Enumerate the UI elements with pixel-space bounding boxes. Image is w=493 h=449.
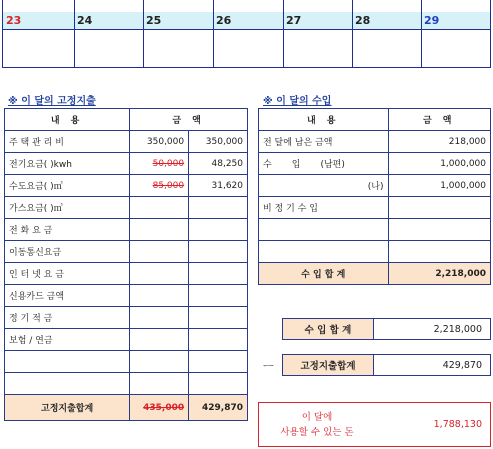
- expense-plan-cell[interactable]: [130, 219, 189, 241]
- expense-actual-value[interactable]: [189, 307, 248, 329]
- table-header-row: [5, 109, 248, 131]
- available-money-label: [259, 410, 375, 440]
- total-plan: 435,000: [143, 402, 185, 413]
- income-item-label: 비 정 기 수 입: [259, 197, 389, 219]
- income-item-label: [259, 219, 389, 241]
- expense-plan-cell[interactable]: [130, 197, 189, 219]
- summary-expense-label: 고정지출합계: [282, 354, 374, 376]
- calendar-divider: [213, 0, 214, 67]
- expense-plan-cell[interactable]: [130, 263, 189, 285]
- expense-plan-cell[interactable]: [130, 329, 189, 351]
- table-row: [259, 175, 491, 197]
- income-amount-value[interactable]: [388, 219, 490, 241]
- calendar-day[interactable]: 24: [77, 14, 93, 27]
- calendar-day-saturday[interactable]: 29: [424, 14, 440, 27]
- available-label-line2: 사용할 수 있는 돈: [280, 426, 354, 438]
- income-item-label: (나): [259, 175, 389, 197]
- income-item-label: [259, 241, 389, 263]
- total-label: 고정지출합계: [5, 395, 130, 421]
- expense-actual-value[interactable]: [189, 241, 248, 263]
- table-row: [5, 197, 248, 219]
- table-row: [259, 153, 491, 175]
- calendar-divider: [421, 0, 422, 67]
- income-table: [258, 108, 491, 285]
- expense-actual-value[interactable]: [189, 373, 248, 395]
- minus-sign: ㅡ: [263, 360, 274, 373]
- expense-item-label: 이동통신요금: [5, 241, 130, 263]
- expense-item-label: 전 화 요 금: [5, 219, 130, 241]
- total-plan-cell[interactable]: [130, 395, 189, 421]
- expense-item-label: 전기요금( )kwh: [5, 153, 130, 175]
- expense-item-label: 가스요금( )㎥: [5, 197, 130, 219]
- expense-plan-cell[interactable]: [130, 175, 189, 197]
- table-row: [5, 153, 248, 175]
- expense-plan-cell[interactable]: [130, 285, 189, 307]
- calendar-divider: [352, 0, 353, 67]
- income-amount-value[interactable]: [388, 241, 490, 263]
- expense-actual-value[interactable]: 31,620: [189, 175, 248, 197]
- summary-income-label: 수 입 합 계: [282, 318, 374, 340]
- calendar-divider: [283, 0, 284, 67]
- expense-plan-value: 350,000: [146, 136, 185, 147]
- expense-plan-cell[interactable]: [130, 307, 189, 329]
- income-item-label: 전 달에 남은 금액: [259, 131, 389, 153]
- expense-item-label: 보험 / 연금: [5, 329, 130, 351]
- income-title: ※ 이 달의 수입: [263, 96, 332, 107]
- fixed-expense-title: ※ 이 달의 고정지출: [8, 96, 96, 107]
- available-label-line1: 이 달에: [301, 411, 333, 423]
- expense-actual-value[interactable]: [189, 329, 248, 351]
- expense-plan-value: 85,000: [152, 180, 185, 191]
- summary-expense-value[interactable]: 429,870: [373, 354, 491, 376]
- summary-income-value[interactable]: 2,218,000: [373, 318, 491, 340]
- expense-actual-value[interactable]: [189, 197, 248, 219]
- table-row: [5, 285, 248, 307]
- expense-plan-value: 50,000: [152, 158, 185, 169]
- income-total-value[interactable]: 2,218,000: [388, 263, 490, 285]
- calendar-day[interactable]: 25: [146, 14, 162, 27]
- calendar-week-strip: [2, 0, 491, 68]
- expense-actual-value[interactable]: 48,250: [189, 153, 248, 175]
- table-row: [5, 329, 248, 351]
- expense-plan-cell[interactable]: [130, 373, 189, 395]
- table-row: [5, 131, 248, 153]
- income-item-label: 수 입 (남편): [259, 153, 389, 175]
- calendar-day[interactable]: 28: [355, 14, 371, 27]
- table-row: [5, 263, 248, 285]
- income-amount-value[interactable]: 1,000,000: [388, 153, 490, 175]
- calendar-divider: [74, 0, 75, 67]
- expense-item-label: [5, 373, 130, 395]
- table-row: [259, 241, 491, 263]
- expense-plan-cell[interactable]: [130, 241, 189, 263]
- table-row: [259, 197, 491, 219]
- table-row: [259, 219, 491, 241]
- expense-item-label: [5, 351, 130, 373]
- table-row: [5, 351, 248, 373]
- expense-actual-value[interactable]: [189, 351, 248, 373]
- calendar-divider: [143, 0, 144, 67]
- expense-item-label: 신용카드 금액: [5, 285, 130, 307]
- available-money-box: [258, 402, 491, 447]
- income-amount-value[interactable]: 218,000: [388, 131, 490, 153]
- expense-plan-cell[interactable]: [130, 153, 189, 175]
- column-header-item: 내 용: [5, 109, 130, 131]
- column-header-amount: 금 액: [130, 109, 248, 131]
- income-amount-value[interactable]: 1,000,000: [388, 175, 490, 197]
- fixed-expense-table: [4, 108, 248, 421]
- available-money-value[interactable]: 1,788,130: [433, 419, 482, 430]
- total-actual[interactable]: 429,870: [189, 395, 248, 421]
- expense-actual-value[interactable]: [189, 219, 248, 241]
- table-row: [5, 175, 248, 197]
- income-total-row: [259, 263, 491, 285]
- column-header-item: 내 용: [259, 109, 389, 131]
- expense-plan-cell[interactable]: [130, 131, 189, 153]
- expense-item-label: 인 터 넷 요 금: [5, 263, 130, 285]
- calendar-day[interactable]: 27: [286, 14, 302, 27]
- expense-item-label: 수도요금( )㎥: [5, 175, 130, 197]
- table-row: [5, 307, 248, 329]
- income-amount-value[interactable]: [388, 197, 490, 219]
- table-row: [5, 241, 248, 263]
- expense-item-label: 정 기 적 금: [5, 307, 130, 329]
- calendar-day[interactable]: 26: [216, 14, 232, 27]
- expense-actual-value[interactable]: 350,000: [189, 131, 248, 153]
- table-row: [5, 219, 248, 241]
- expense-plan-cell[interactable]: [130, 351, 189, 373]
- income-total-label: 수 입 합 계: [259, 263, 389, 285]
- table-row: [259, 131, 491, 153]
- expense-actual-value[interactable]: [189, 285, 248, 307]
- fixed-expense-total-row: [5, 395, 248, 421]
- column-header-amount: 금 액: [388, 109, 490, 131]
- table-row: [5, 373, 248, 395]
- calendar-day-sunday[interactable]: 23: [6, 14, 22, 27]
- table-header-row: [259, 109, 491, 131]
- expense-actual-value[interactable]: [189, 263, 248, 285]
- expense-item-label: 주 택 관 리 비: [5, 131, 130, 153]
